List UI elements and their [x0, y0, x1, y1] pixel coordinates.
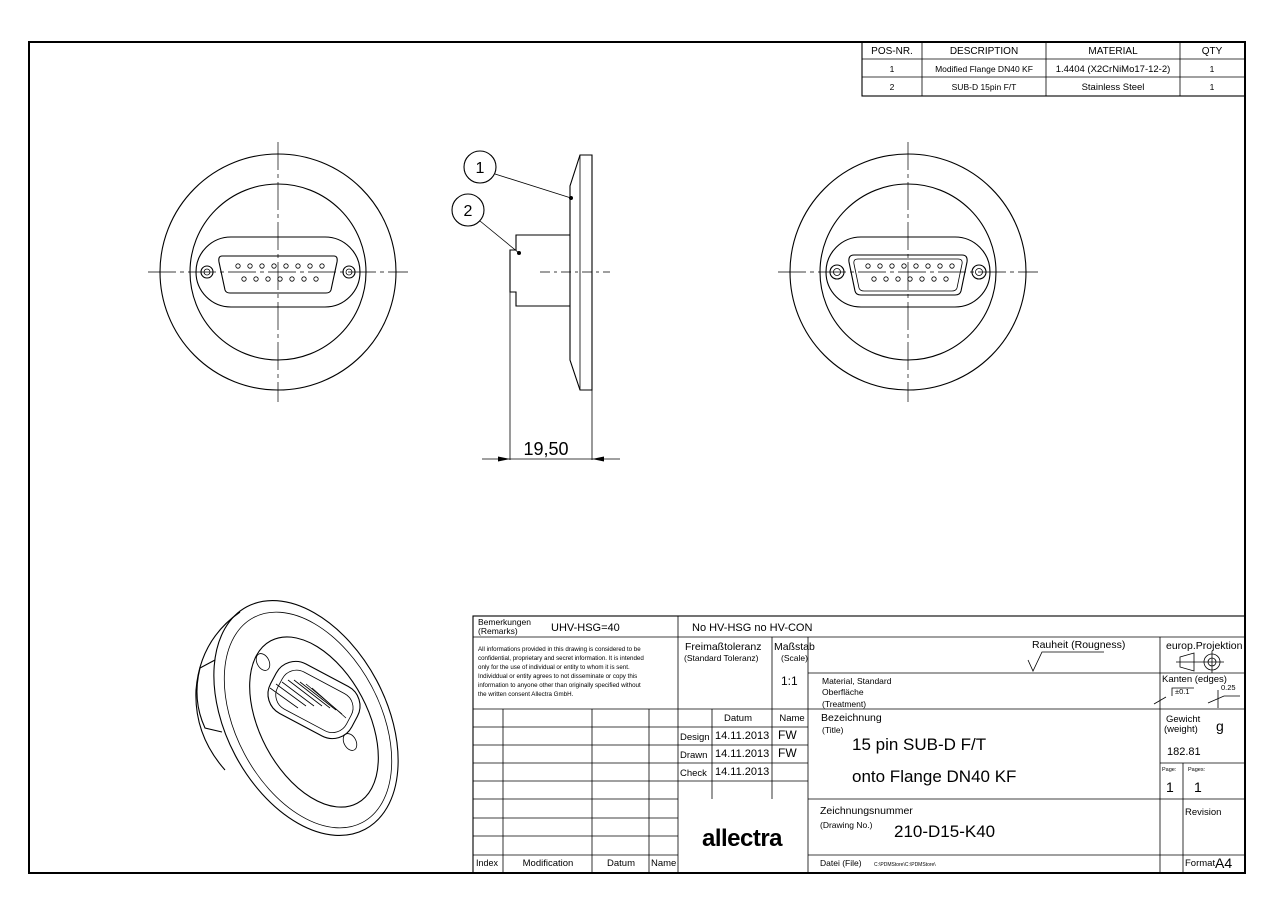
bom-header-material: MATERIAL	[1088, 46, 1138, 57]
scale-sub: (Scale)	[781, 653, 808, 663]
scale-label: Maßstab	[774, 641, 815, 653]
roughness-symbol	[1028, 652, 1104, 671]
scale-value: 1:1	[781, 674, 798, 688]
mod-date-label: Datum	[607, 858, 635, 869]
weight-label: Gewicht	[1166, 714, 1201, 725]
drawn-name: FW	[778, 746, 797, 760]
format-value: A4	[1215, 855, 1233, 871]
weight-sub: (weight)	[1164, 724, 1198, 735]
title-block	[473, 616, 1245, 873]
pages-label: Pages:	[1188, 767, 1206, 773]
bom-row2-pos: 2	[889, 82, 895, 92]
bom-row2-material: Stainless Steel	[1081, 82, 1145, 93]
drawn-label: Drawn	[680, 750, 708, 761]
bom-row2-description: SUB-D 15pin F/T	[951, 82, 1017, 92]
confidential-line-6: the written consent Allectra GmbH.	[478, 691, 574, 698]
page-value: 1	[1166, 779, 1174, 795]
remarks-sub: (Remarks)	[478, 626, 518, 636]
modification-label: Modification	[522, 858, 574, 869]
bom-row1-description: Modified Flange DN40 KF	[935, 64, 1033, 74]
balloon-1-label: 1	[475, 160, 485, 177]
date-header: Datum	[724, 713, 752, 724]
allectra-logo: allectra	[701, 825, 783, 852]
remarks-label: Bemerkungen	[478, 617, 531, 627]
rear-view	[778, 142, 1038, 402]
bom-header-description: DESCRIPTION	[949, 46, 1019, 57]
title-sub: (Title)	[822, 725, 844, 735]
file-path: C:\PDMStore\C:\PDMStore\	[874, 862, 936, 868]
confidential-line-1: All informations provided in this drawing is considered to be	[478, 646, 641, 653]
drawn-date: 14.11.2013	[715, 748, 770, 760]
design-name: FW	[778, 728, 797, 742]
bom-header-pos: POS-NR.	[871, 46, 913, 57]
title-line-2: onto Flange DN40 KF	[852, 767, 1017, 786]
remarks-value: UHV-HSG=40	[551, 622, 620, 634]
drawing-no-sub: (Drawing No.)	[820, 820, 873, 830]
file-label: Datei (File)	[820, 858, 862, 868]
side-view	[452, 151, 620, 462]
index-label: Index	[476, 858, 499, 868]
dimension-label: 19,50	[523, 439, 569, 459]
bom-row1-material: 1.4404 (X2CrNiMo17-12-2)	[1055, 64, 1171, 75]
revision-label: Revision	[1185, 807, 1222, 818]
tolerance-sub: (Standard Toleranz)	[684, 653, 759, 663]
bom-row1-pos: 1	[889, 64, 895, 74]
weight-value: 182.81	[1167, 746, 1201, 758]
tolerance-label: Freimaßtoleranz	[685, 641, 762, 653]
check-date: 14.11.2013	[715, 766, 770, 778]
treatment-label: (Treatment)	[822, 699, 867, 709]
bom-row2-qty: 1	[1209, 82, 1215, 92]
pages-value: 1	[1194, 779, 1202, 795]
edge-tolerance-1: ±0.1	[1175, 687, 1190, 696]
sheet-border	[29, 42, 1245, 873]
name-header: Name	[779, 713, 805, 724]
confidential-line-3: only for the use of individual or entity to whom it is sent.	[478, 664, 630, 671]
design-label: Design	[680, 732, 710, 743]
page-label: Page:	[1162, 767, 1177, 773]
confidential-line-4: Individdual or entity agrees to not disseminate or copy this	[478, 673, 638, 680]
edge-tolerance-2: 0.25	[1221, 683, 1236, 692]
designation-label: Bezeichnung	[821, 712, 882, 724]
check-label: Check	[680, 768, 707, 779]
weight-unit: g	[1216, 718, 1224, 734]
confidential-line-2: confidential, proprietary and secret information. It is intended	[478, 655, 644, 662]
balloon-2-label: 2	[463, 203, 473, 220]
roughness-label: Rauheit (Rougness)	[1032, 639, 1126, 651]
edges-label: Kanten (edges)	[1162, 674, 1227, 685]
mod-name-label: Name	[651, 858, 677, 869]
hv-note: No HV-HSG no HV-CON	[692, 622, 813, 634]
surface-label: Oberfläche	[822, 687, 864, 697]
drawing-no-label: Zeichnungsnummer	[820, 805, 913, 817]
isometric-view	[176, 569, 436, 867]
format-label: Format	[1185, 858, 1216, 869]
bom-table	[862, 42, 1245, 96]
design-date: 14.11.2013	[715, 730, 770, 742]
material-label: Material, Standard	[822, 676, 892, 686]
projection-symbol	[1176, 651, 1224, 673]
confidential-line-5: information to anyone other than originally specified without	[478, 682, 641, 689]
drawing-number: 210-D15-K40	[894, 822, 996, 841]
front-view	[148, 142, 408, 402]
bom-row1-qty: 1	[1209, 64, 1215, 74]
bom-header-qty: QTY	[1201, 46, 1223, 57]
title-line-1: 15 pin SUB-D F/T	[852, 735, 987, 754]
projection-label: europ.Projektion	[1166, 640, 1243, 652]
